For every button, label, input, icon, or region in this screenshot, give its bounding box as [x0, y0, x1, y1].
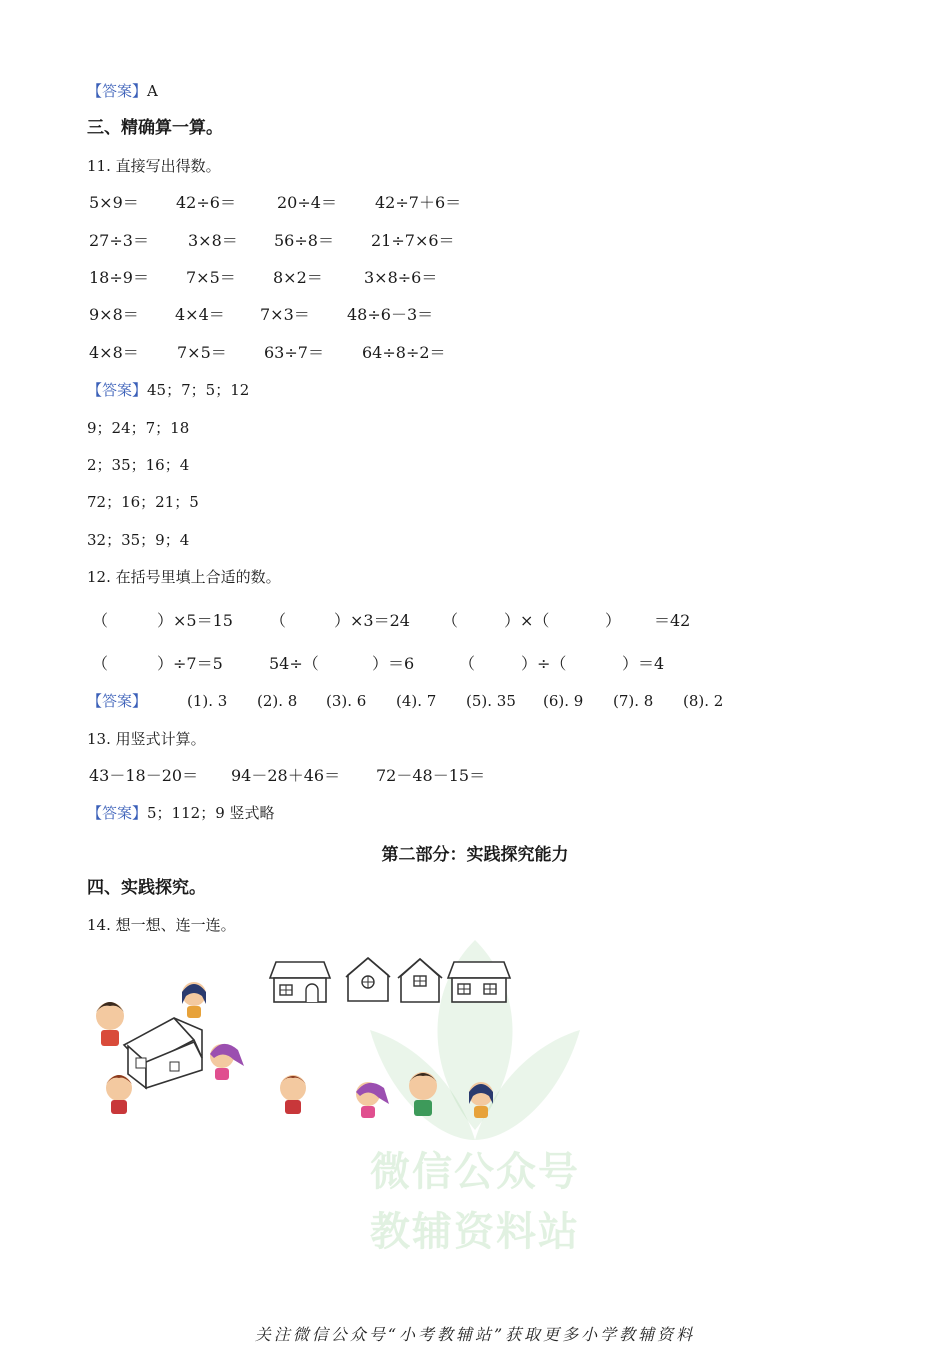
- section-3-title: 三、精确算一算。: [87, 118, 223, 138]
- q12-answer: (7). 8: [613, 692, 654, 710]
- answer-tag: 【答案】: [87, 692, 148, 710]
- q11-item: 4×8＝: [89, 343, 139, 362]
- q11-item: 5×9＝: [89, 193, 139, 212]
- q12-expression: ）÷7＝5: [157, 654, 223, 673]
- part-2-title: 第二部分：实践探究能力: [381, 845, 569, 865]
- answer-value: A: [147, 82, 158, 100]
- q11-item: 42÷6＝: [176, 193, 236, 212]
- q12-answer: (6). 9: [543, 692, 584, 710]
- q11-item: 18÷9＝: [89, 268, 149, 287]
- q12-paren-open: （: [459, 654, 476, 673]
- q12-paren-open: （: [92, 611, 109, 630]
- q11-item: 42÷7＋6＝: [375, 193, 462, 212]
- q12-expression: ）＝6: [372, 654, 415, 673]
- q12-expression: ）÷（: [521, 654, 567, 673]
- q13-item: 72－48－15＝: [376, 766, 486, 785]
- q11-item: 7×3＝: [260, 305, 310, 324]
- q12-paren-open: （: [442, 611, 459, 630]
- q11-item: 20÷4＝: [277, 193, 337, 212]
- q14-prompt: 14. 想一想、连一连。: [87, 916, 236, 934]
- q11-item: 4×4＝: [175, 305, 225, 324]
- q11-item: 3×8÷6＝: [364, 268, 438, 287]
- watermark-text-1: 微信公众号: [370, 1149, 580, 1195]
- q13-answer-line: [87, 803, 275, 823]
- footer-note: 关注微信公众号“小考教辅站”获取更多小学教辅资料: [254, 1325, 696, 1344]
- answer-tag: 【答案】: [87, 381, 148, 399]
- q11-item: 56÷8＝: [274, 231, 334, 250]
- answer-tag: 【答案】: [87, 82, 148, 100]
- q11-item: 21÷7×6＝: [371, 231, 455, 250]
- answer-tag: 【答案】: [87, 804, 148, 822]
- q12-answer: (3). 6: [326, 692, 367, 710]
- q12-expression: ＝42: [654, 611, 691, 630]
- q11-answer: 32；35；9；4: [87, 531, 190, 549]
- house-door-window-icon: [268, 958, 332, 1006]
- q12-expression: 54÷（: [269, 654, 319, 673]
- q11-answer: 45；7；5；12: [147, 381, 250, 399]
- house-two-windows-icon: [446, 958, 512, 1006]
- q11-item: 64÷8÷2＝: [362, 343, 446, 362]
- q12-expression: ）×3＝24: [334, 611, 410, 630]
- q13-prompt: 13. 用竖式计算。: [87, 730, 206, 748]
- q12-paren-open: （: [92, 654, 109, 673]
- q13-answer: 5；112；9 竖式略: [147, 804, 275, 822]
- q12-answer: (1). 3: [187, 692, 228, 710]
- q11-item: 48÷6－3＝: [347, 305, 434, 324]
- q12-prompt: 12. 在括号里填上合适的数。: [87, 568, 281, 586]
- q11-item: 3×8＝: [188, 231, 238, 250]
- q11-item: 7×5＝: [186, 268, 236, 287]
- q11-prompt: 11. 直接写出得数。: [87, 157, 221, 175]
- q11-answer: 9；24；7；18: [87, 419, 190, 437]
- q13-item: 94－28＋46＝: [231, 766, 341, 785]
- q12-answer: (2). 8: [257, 692, 298, 710]
- q11-item: 27÷3＝: [89, 231, 149, 250]
- q12-answer: (5). 35: [466, 692, 516, 710]
- q11-item: 8×2＝: [273, 268, 323, 287]
- children-row-illustration: [273, 1066, 503, 1128]
- section-4-title: 四、实践探究。: [87, 878, 206, 898]
- answer-prev: [87, 81, 158, 101]
- q12-paren-close: ）: [605, 611, 622, 630]
- q12-paren-open: （: [270, 611, 287, 630]
- watermark-text-2: 教辅资料站: [370, 1209, 580, 1255]
- q12-expression: ）＝4: [622, 654, 665, 673]
- house-small-window-icon: [397, 956, 443, 1006]
- q11-answer: 2；35；16；4: [87, 456, 190, 474]
- q11-answer-line: [87, 380, 249, 400]
- q11-answer: 72；16；21；5: [87, 493, 199, 511]
- q13-item: 43－18－20＝: [89, 766, 199, 785]
- q12-expression: ）×（: [504, 611, 550, 630]
- q12-answer: (8). 2: [683, 692, 724, 710]
- house-round-window-icon: [344, 955, 392, 1005]
- q12-expression: ）×5＝15: [157, 611, 233, 630]
- q11-item: 7×5＝: [177, 343, 227, 362]
- q11-item: 63÷7＝: [264, 343, 324, 362]
- q11-item: 9×8＝: [89, 305, 139, 324]
- house-with-children-illustration: [84, 970, 259, 1120]
- q12-answer: (4). 7: [396, 692, 437, 710]
